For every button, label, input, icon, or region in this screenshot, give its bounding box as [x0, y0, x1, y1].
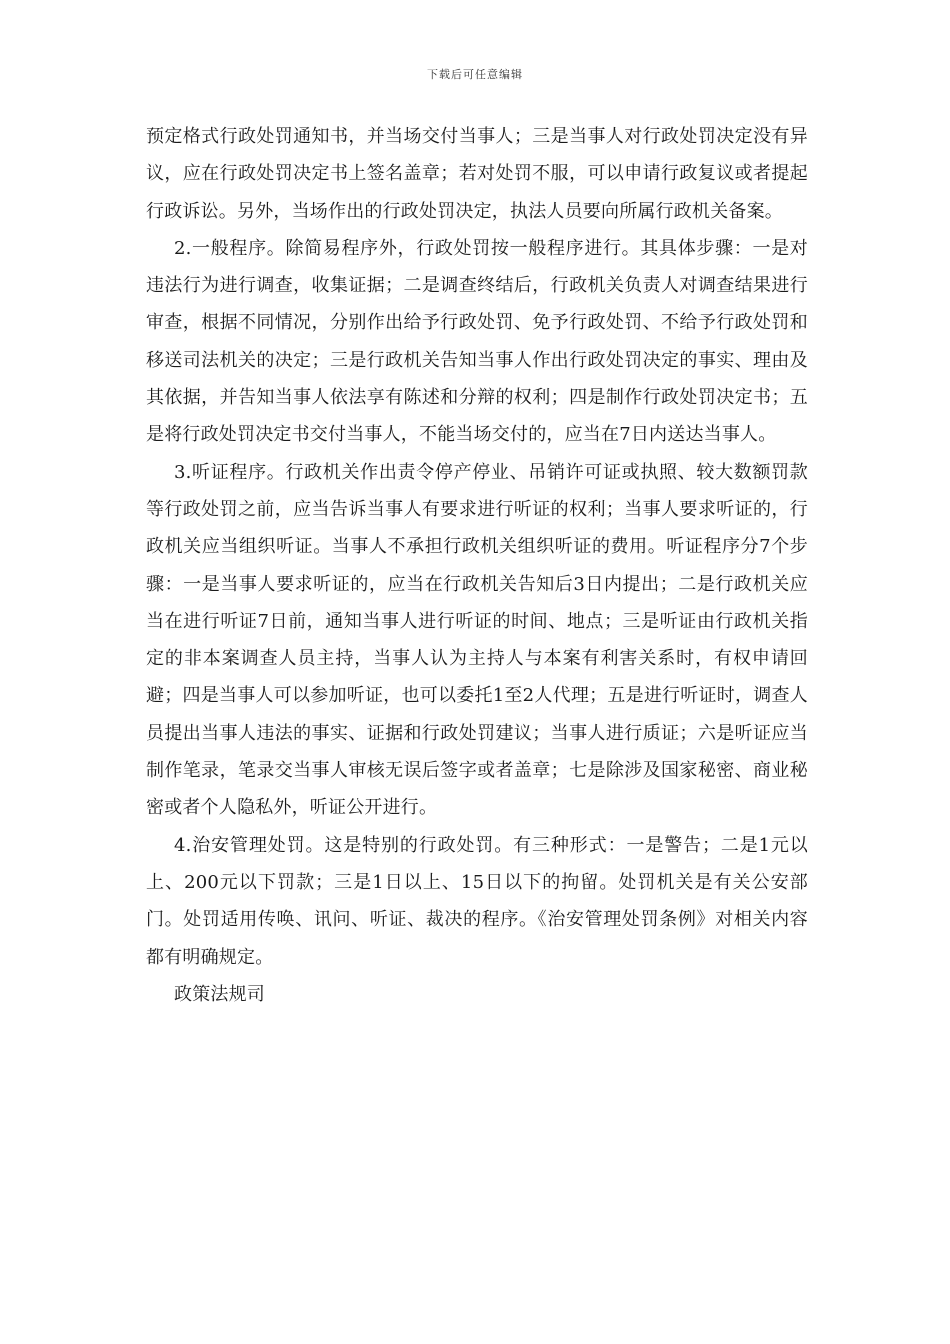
paragraph-hearing-procedure: 3.听证程序。行政机关作出责令停产停业、吊销许可证或执照、较大数额罚款等行政处罚之前，应当告诉当事人有要求进行听证的权利；当事人要求听证的，行政机关应当组织听证。当事人不承担行政机关组织听证的费用。听证程序分7个步骤：一是当事人要求听证的，应当在行政机关告知后3日内提出；二是行政机关应当在进行听证7日前，通知当事人进行听证的时间、地点；三是听证由行政机关指定的非本案调查人员主持，当事人认为主持人与本案有利害关系时，有权申请回避；四是当事人可以参加听证，也可以委托1至2人代理；五是进行听证时，调查人员提出当事人违法的事实、证据和行政处罚建议；当事人进行质证；六是听证应当制作笔录，笔录交当事人审核无误后签字或者盖章；七是除涉及国家秘密、商业秘密或者个人隐私外，听证公开进行。 — [146, 461, 808, 819]
paragraph-continuation: 预定格式行政处罚通知书，并当场交付当事人；三是当事人对行政处罚决定没有异议，应在行政处罚决定书上签名盖章；若对处罚不服，可以申请行政复议或者提起行政诉讼。另外，当场作出的行政处罚决定，执法人员要向所属行政机关备案。 — [146, 126, 808, 222]
paragraph-public-security-penalty: 4.治安管理处罚。这是特别的行政处罚。有三种形式：一是警告；二是1元以上、200元以下罚款；三是1日以上、15日以下的拘留。处罚机关是有关公安部门。处罚适用传唤、讯问、听证、裁决的程序。《治安管理处罚条例》对相关内容都有明确规定。 — [146, 834, 808, 968]
paragraph-signature: 政策法规司 — [174, 983, 265, 1005]
document-body — [146, 118, 808, 1013]
page-header-note: 下载后可任意编辑 — [427, 68, 523, 81]
paragraph-general-procedure: 2.一般程序。除简易程序外，行政处罚按一般程序进行。其具体步骤：一是对违法行为进行调查，收集证据；二是调查终结后，行政机关负责人对调查结果进行审查，根据不同情况，分别作出给予行政处罚、免予行政处罚、不给予行政处罚和移送司法机关的决定；三是行政机关告知当事人作出行政处罚决定的事实、理由及其依据，并告知当事人依法享有陈述和分辩的权利；四是制作行政处罚决定书；五是将行政处罚决定书交付当事人，不能当场交付的，应当在7日内送达当事人。 — [146, 237, 808, 446]
